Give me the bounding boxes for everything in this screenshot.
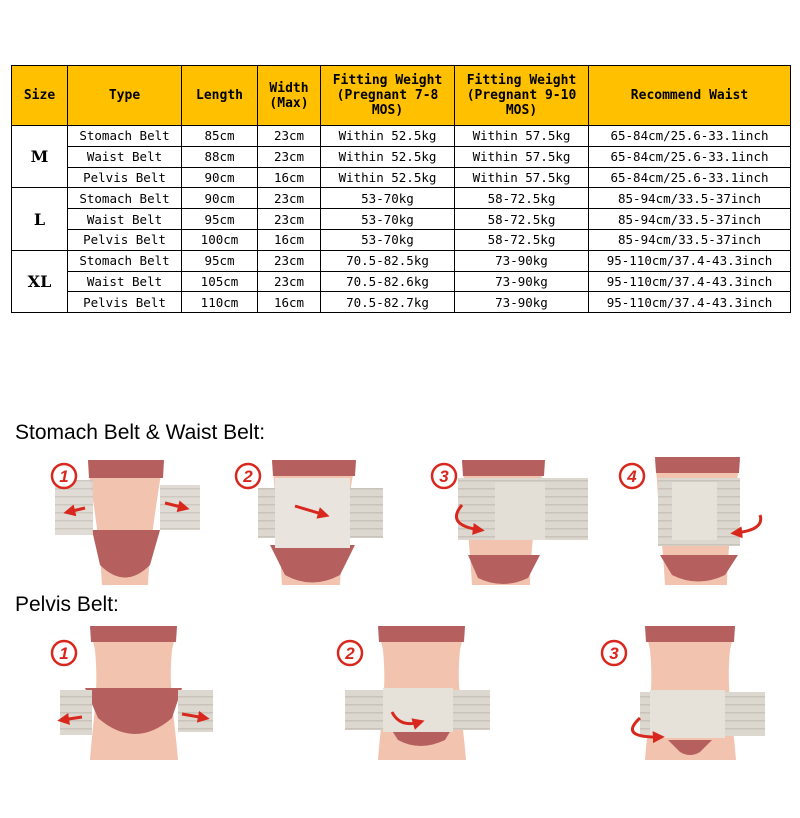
step-number: 4 xyxy=(627,467,637,486)
fitting-weight-9-10-cell: 58-72.5kg xyxy=(455,188,589,209)
fitting-weight-7-8-cell: Within 52.5kg xyxy=(321,146,455,167)
width-cell: 23cm xyxy=(258,271,321,292)
width-cell: 23cm xyxy=(258,209,321,230)
pelvis-belt-title: Pelvis Belt: xyxy=(15,593,119,616)
size-cell: M xyxy=(12,126,68,188)
type-cell: Waist Belt xyxy=(68,146,182,167)
recommend-waist-cell: 65-84cm/25.6-33.1inch xyxy=(589,146,791,167)
width-cell: 16cm xyxy=(258,292,321,313)
length-cell: 105cm xyxy=(182,271,258,292)
recommend-waist-cell: 65-84cm/25.6-33.1inch xyxy=(589,126,791,147)
step-number: 2 xyxy=(345,644,355,663)
recommend-waist-cell: 85-94cm/33.5-37inch xyxy=(589,188,791,209)
width-cell: 23cm xyxy=(258,126,321,147)
step-number: 3 xyxy=(439,467,449,486)
type-cell: Pelvis Belt xyxy=(68,167,182,188)
size-cell: XL xyxy=(12,250,68,312)
fitting-weight-7-8-cell: Within 52.5kg xyxy=(321,167,455,188)
fitting-weight-9-10-cell: Within 57.5kg xyxy=(455,126,589,147)
recommend-waist-cell: 85-94cm/33.5-37inch xyxy=(589,209,791,230)
recommend-waist-cell: 95-110cm/37.4-43.3inch xyxy=(589,250,791,271)
length-cell: 90cm xyxy=(182,167,258,188)
type-cell: Pelvis Belt xyxy=(68,292,182,313)
type-cell: Stomach Belt xyxy=(68,126,182,147)
step-number: 2 xyxy=(243,467,253,486)
stomach-waist-belt-title: Stomach Belt & Waist Belt: xyxy=(15,421,266,444)
width-cell: 16cm xyxy=(258,167,321,188)
length-cell: 88cm xyxy=(182,146,258,167)
type-cell: Stomach Belt xyxy=(68,250,182,271)
header-length: Length xyxy=(182,66,258,126)
fitting-weight-7-8-cell: Within 52.5kg xyxy=(321,126,455,147)
fitting-weight-9-10-cell: 58-72.5kg xyxy=(455,229,589,250)
type-cell: Pelvis Belt xyxy=(68,229,182,250)
fitting-weight-7-8-cell: 70.5-82.6kg xyxy=(321,271,455,292)
width-cell: 23cm xyxy=(258,250,321,271)
length-cell: 90cm xyxy=(182,188,258,209)
type-cell: Stomach Belt xyxy=(68,188,182,209)
fitting-weight-7-8-cell: 53-70kg xyxy=(321,209,455,230)
step-number: 1 xyxy=(59,644,69,663)
recommend-waist-cell: 65-84cm/25.6-33.1inch xyxy=(589,167,791,188)
type-cell: Waist Belt xyxy=(68,209,182,230)
header-fitting-weight-7-8: Fitting Weight (Pregnant 7-8 MOS) xyxy=(321,66,455,126)
fitting-weight-9-10-cell: 58-72.5kg xyxy=(455,209,589,230)
fitting-weight-7-8-cell: 70.5-82.7kg xyxy=(321,292,455,313)
fitting-weight-7-8-cell: 70.5-82.5kg xyxy=(321,250,455,271)
fitting-weight-9-10-cell: 73-90kg xyxy=(455,292,589,313)
fitting-weight-9-10-cell: 73-90kg xyxy=(455,250,589,271)
width-cell: 23cm xyxy=(258,146,321,167)
header-type: Type xyxy=(68,66,182,126)
length-cell: 85cm xyxy=(182,126,258,147)
fitting-weight-9-10-cell: 73-90kg xyxy=(455,271,589,292)
fitting-weight-7-8-cell: 53-70kg xyxy=(321,229,455,250)
recommend-waist-cell: 95-110cm/37.4-43.3inch xyxy=(589,271,791,292)
recommend-waist-cell: 85-94cm/33.5-37inch xyxy=(589,229,791,250)
step-number: 1 xyxy=(59,467,69,486)
width-cell: 23cm xyxy=(258,188,321,209)
length-cell: 110cm xyxy=(182,292,258,313)
header-size: Size xyxy=(12,66,68,126)
fitting-weight-9-10-cell: Within 57.5kg xyxy=(455,146,589,167)
fitting-weight-9-10-cell: Within 57.5kg xyxy=(455,167,589,188)
length-cell: 95cm xyxy=(182,250,258,271)
length-cell: 95cm xyxy=(182,209,258,230)
step-number: 3 xyxy=(609,644,619,663)
recommend-waist-cell: 95-110cm/37.4-43.3inch xyxy=(589,292,791,313)
width-cell: 16cm xyxy=(258,229,321,250)
size-cell: L xyxy=(12,188,68,250)
fitting-weight-7-8-cell: 53-70kg xyxy=(321,188,455,209)
type-cell: Waist Belt xyxy=(68,271,182,292)
header-width: Width (Max) xyxy=(258,66,321,126)
header-fitting-weight-9-10: Fitting Weight (Pregnant 9-10 MOS) xyxy=(455,66,589,126)
header-recommend-waist: Recommend Waist xyxy=(589,66,791,126)
length-cell: 100cm xyxy=(182,229,258,250)
